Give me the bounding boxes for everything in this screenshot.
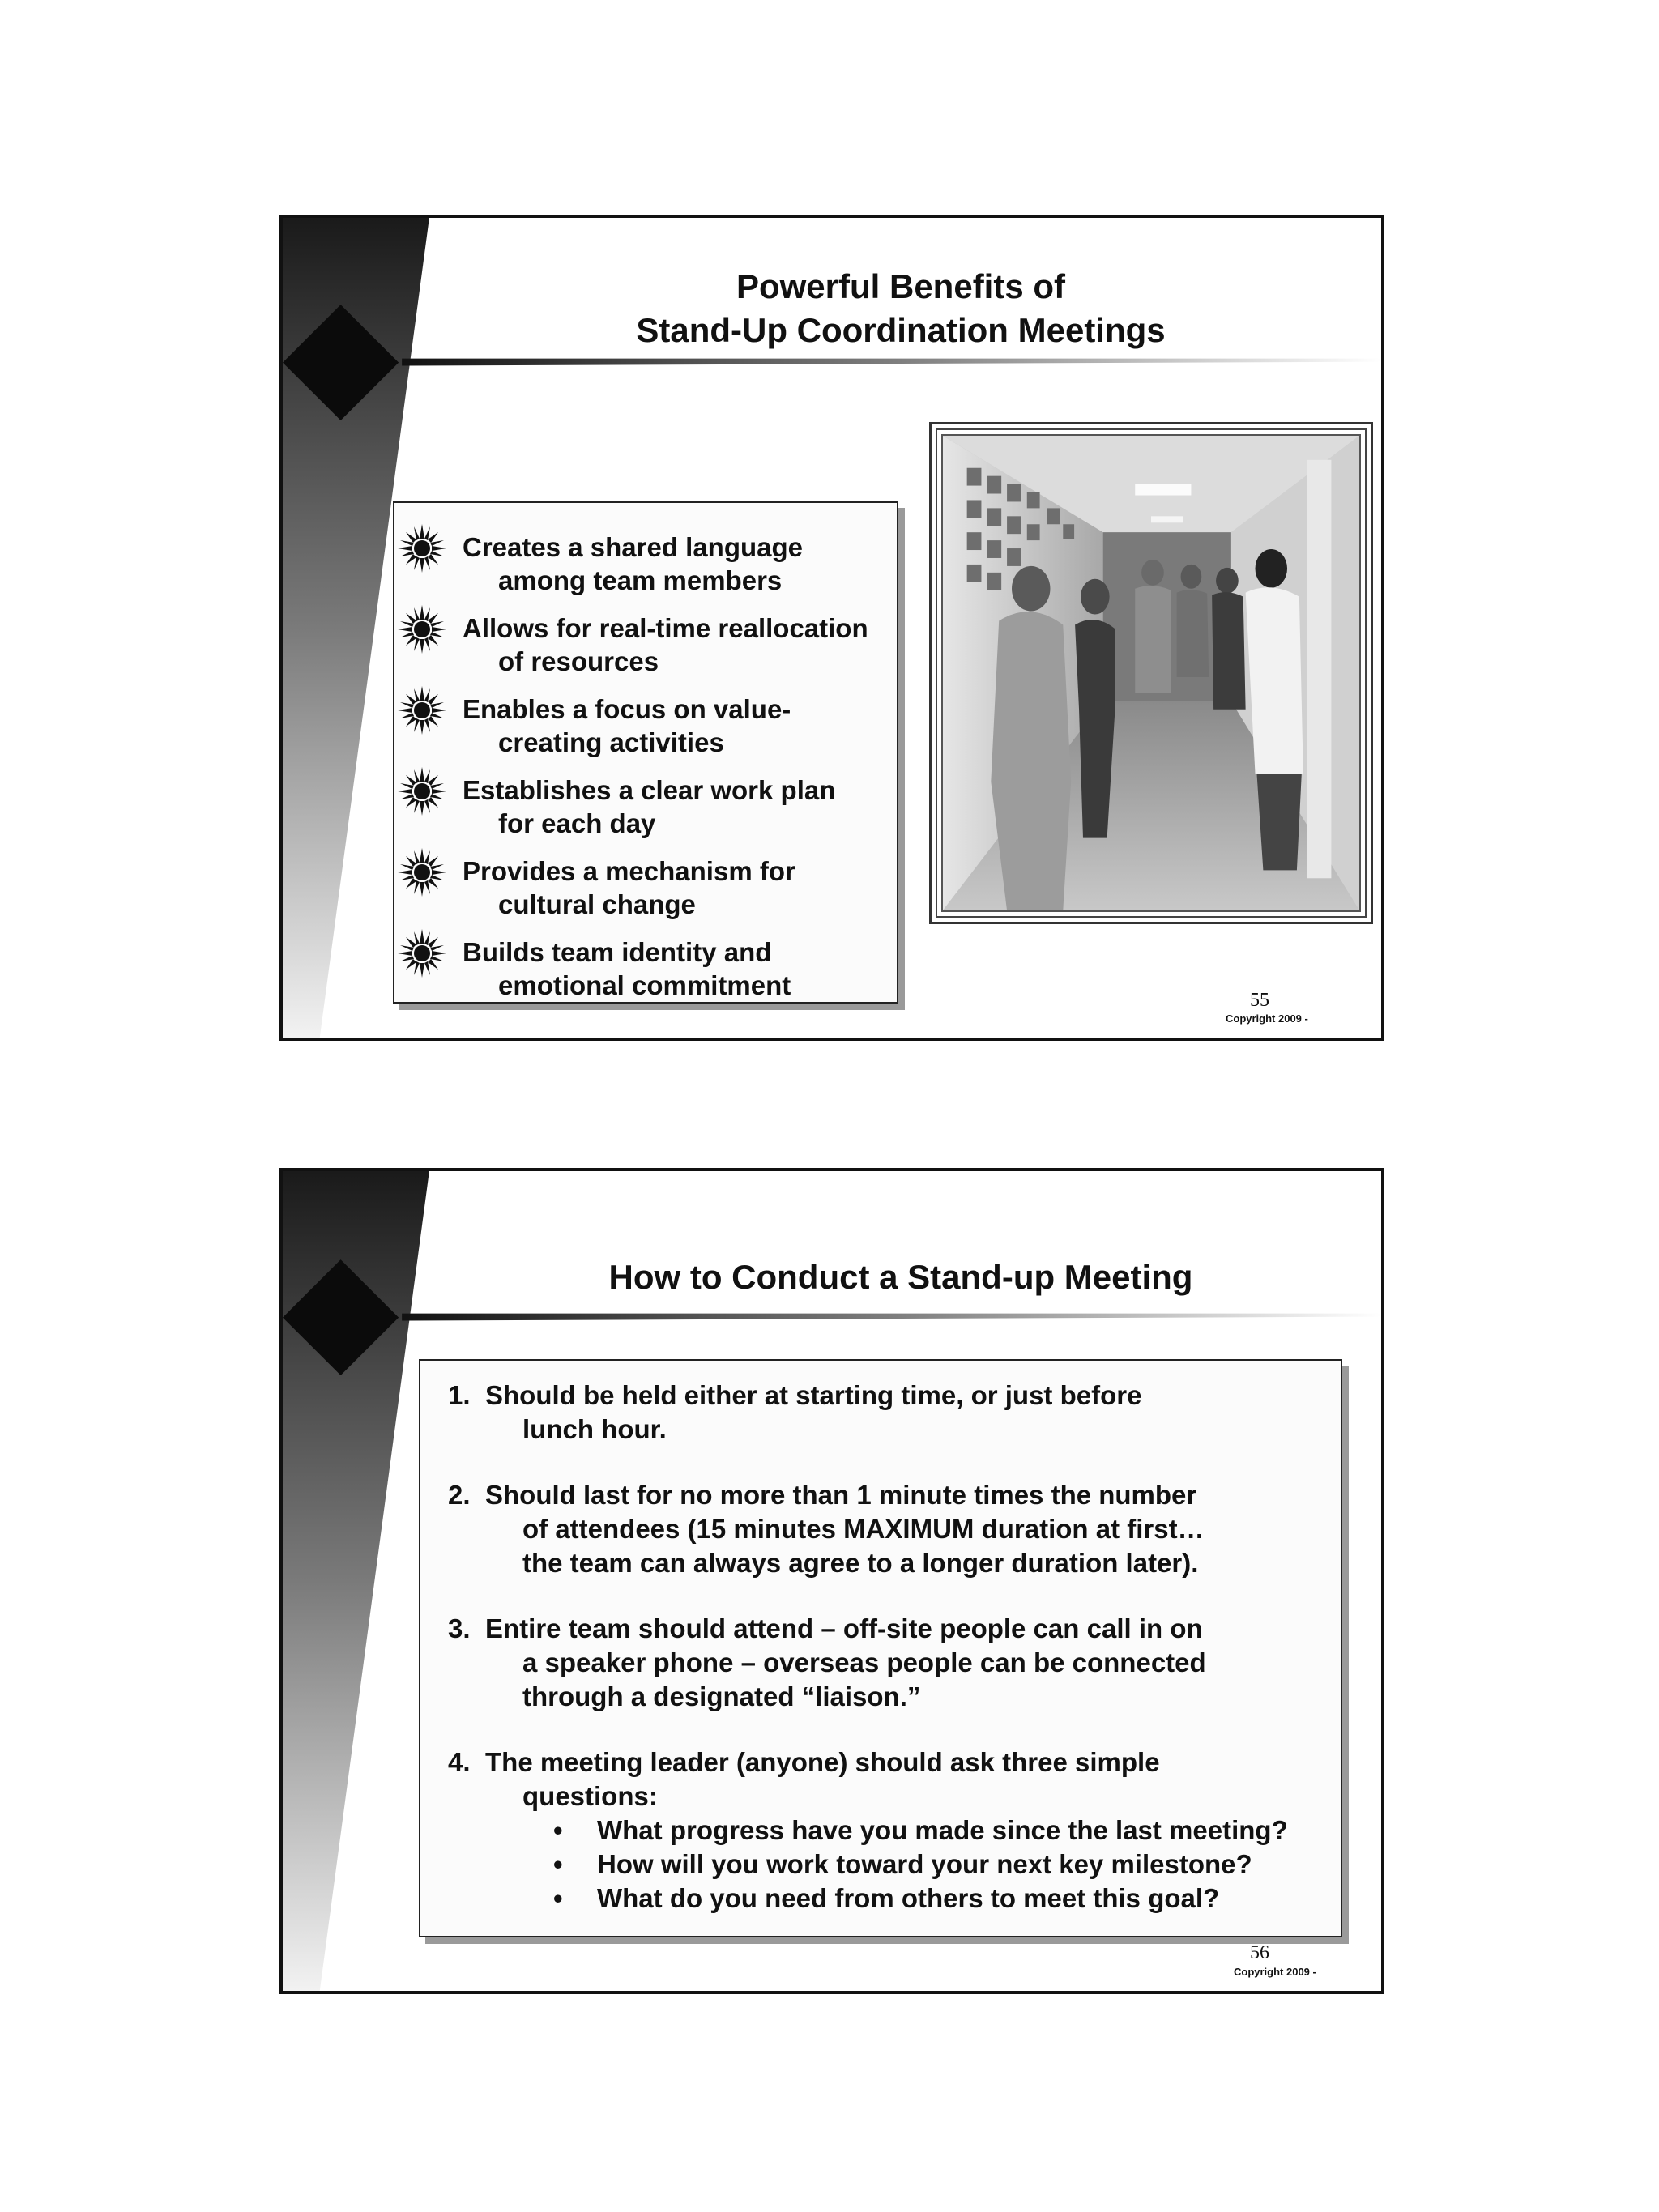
list-item: Provides a mechanism for cultural change — [394, 835, 897, 916]
benefits-list — [393, 501, 898, 1004]
list-item: 1. Should be held either at starting time, or just before lunch hour. — [448, 1380, 1142, 1444]
slide-title: How to Conduct a Stand-up Meeting — [608, 1258, 1193, 1296]
list-item: Enables a focus on value- creating activities — [394, 673, 897, 754]
copyright-text: Copyright 2009 - — [1226, 1012, 1308, 1025]
list-item: Creates a shared language among team members — [394, 511, 897, 592]
sunburst-icon — [396, 846, 448, 898]
sub-item: • What progress have you made since the last meeting? — [553, 1815, 1288, 1845]
list-item: 3. Entire team should attend – off-site people can call in on a speaker phone – overseas people can be connected through a designated “liaison.” — [448, 1613, 1206, 1711]
diamond-icon — [283, 305, 399, 420]
list-item: 4. The meeting leader (anyone) should ask three simple questions: • What progress have you made since the last meeting? • How will you work toward your next key milestone? • What do you need from others to meet this goal? — [448, 1745, 1331, 1916]
sunburst-icon — [396, 603, 448, 655]
list-item: Builds team identity and emotional commitment — [394, 916, 897, 997]
slide-56 — [279, 1168, 1384, 1994]
steps-list — [419, 1359, 1342, 1937]
sunburst-icon — [396, 927, 448, 979]
list-item: Allows for real-time reallocation of resources — [394, 592, 897, 673]
slide-55 — [279, 215, 1384, 1041]
hallway-photo — [943, 436, 1359, 910]
list-item: 2. Should last for no more than 1 minute times the number of attendees (15 minutes MAXIMUM duration at first… the team can always agree to a longer duration later). — [448, 1480, 1205, 1578]
sunburst-icon — [396, 765, 448, 817]
sunburst-icon — [396, 684, 448, 736]
sub-item: • How will you work toward your next key milestone? — [553, 1849, 1252, 1879]
list-item: Establishes a clear work plan for each day — [394, 754, 897, 835]
slide-title: Powerful Benefits of Stand-Up Coordination Meetings — [636, 267, 1166, 349]
slide-number: 55 — [1250, 990, 1269, 1011]
team-photo — [929, 422, 1373, 924]
sunburst-icon — [396, 522, 448, 574]
copyright-text: Copyright 2009 - — [1234, 1966, 1316, 1978]
sub-item: • What do you need from others to meet this goal? — [553, 1883, 1220, 1913]
diamond-icon — [283, 1259, 399, 1375]
slide-number: 56 — [1250, 1942, 1269, 1963]
